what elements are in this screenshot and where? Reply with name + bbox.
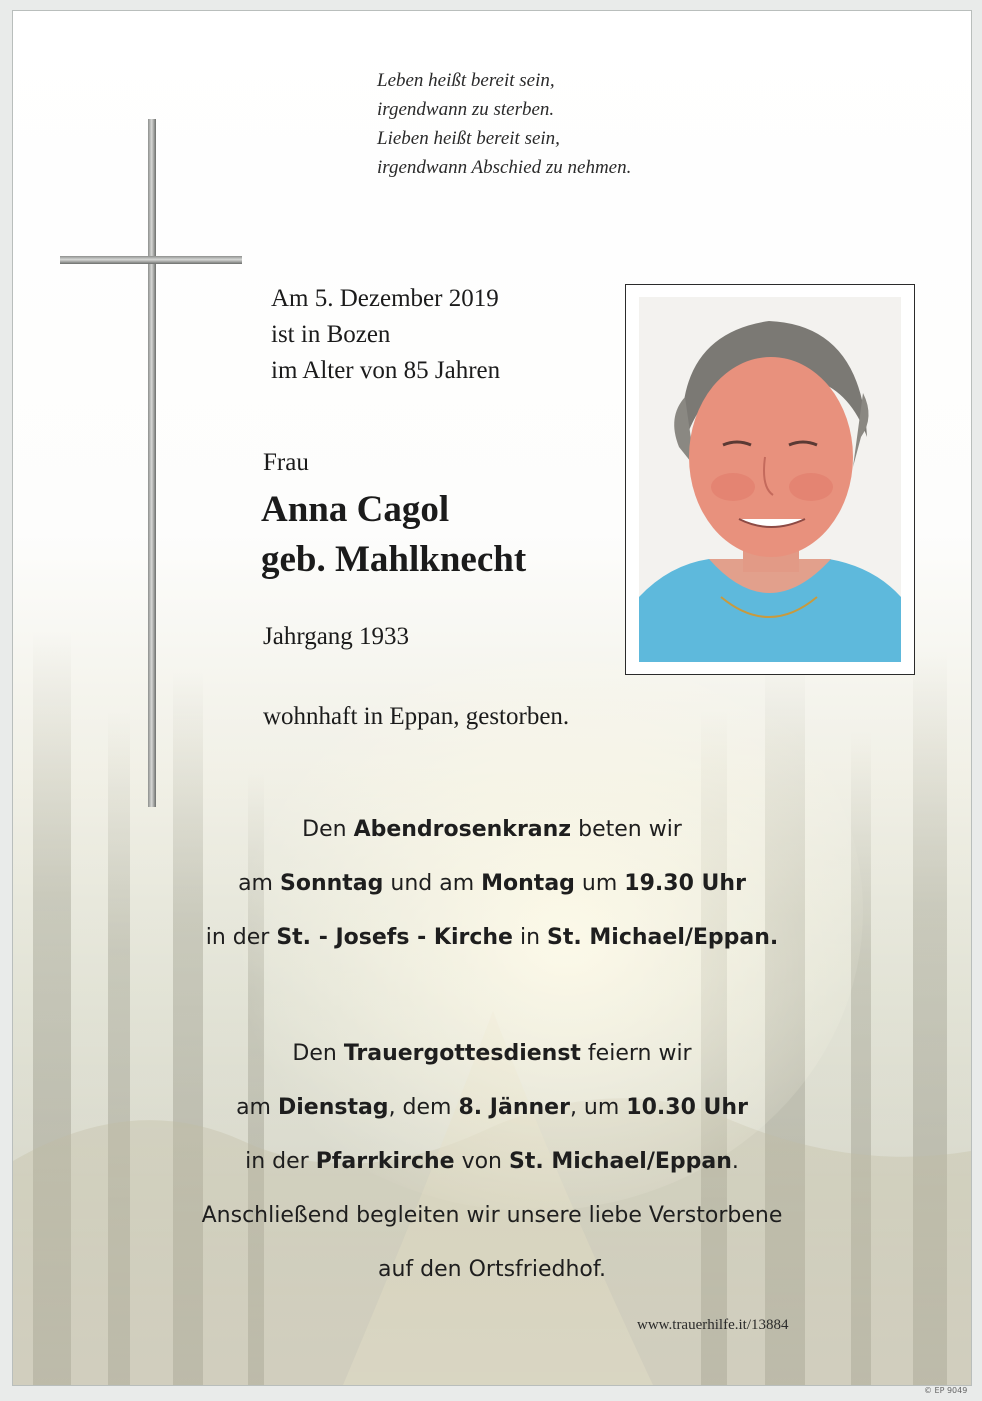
birth-name: geb. Mahlknecht	[261, 539, 527, 580]
year-of-birth: Jahrgang 1933	[263, 623, 410, 650]
poem-line: irgendwann Abschied zu nehmen.	[377, 157, 632, 178]
rosary-line-1: Den Abendrosenkranz beten wir	[302, 817, 682, 842]
service-line-4: Anschließend begleiten wir unsere liebe Verstorbene	[201, 1203, 783, 1228]
service-line-3: in der Pfarrkirche von St. Michael/Eppan.	[245, 1149, 739, 1174]
rosary-line-3: in der St. - Josefs - Kirche in St. Michael/Eppan.	[205, 925, 779, 950]
full-name: Anna Cagol	[261, 489, 450, 530]
poem-line: Lieben heißt bereit sein,	[377, 128, 560, 149]
rosary-announcement	[13, 803, 971, 965]
rosary-line-2: am Sonntag und am Montag um 19.30 Uhr	[238, 871, 746, 896]
cross-icon	[148, 119, 156, 807]
poem-line: irgendwann zu sterben.	[377, 99, 555, 120]
portrait-frame	[625, 284, 915, 675]
poem-line: Leben heißt bereit sein,	[377, 70, 555, 91]
poem	[377, 66, 631, 182]
service-line-2: am Dienstag, dem 8. Jänner, um 10.30 Uhr	[236, 1095, 748, 1120]
salutation: Frau	[263, 449, 309, 476]
intro-line: ist in Bozen	[271, 321, 391, 348]
intro-line: im Alter von 85 Jahren	[271, 357, 501, 384]
death-announcement	[271, 281, 500, 389]
print-code: © EP 9049	[924, 1386, 968, 1395]
portrait-photo	[639, 297, 901, 662]
deceased-name	[261, 485, 526, 585]
funeral-service-announcement	[13, 1027, 971, 1297]
service-line-5: auf den Ortsfriedhof.	[378, 1257, 606, 1282]
service-line-1: Den Trauergottesdienst feiern wir	[292, 1041, 692, 1066]
cross-bar	[60, 256, 242, 264]
obituary-card	[12, 10, 972, 1386]
intro-line: Am 5. Dezember 2019	[271, 285, 499, 312]
residence-line: wohnhaft in Eppan, gestorben.	[263, 703, 570, 730]
website-link[interactable]: www.trauerhilfe.it/13884	[637, 1317, 789, 1333]
